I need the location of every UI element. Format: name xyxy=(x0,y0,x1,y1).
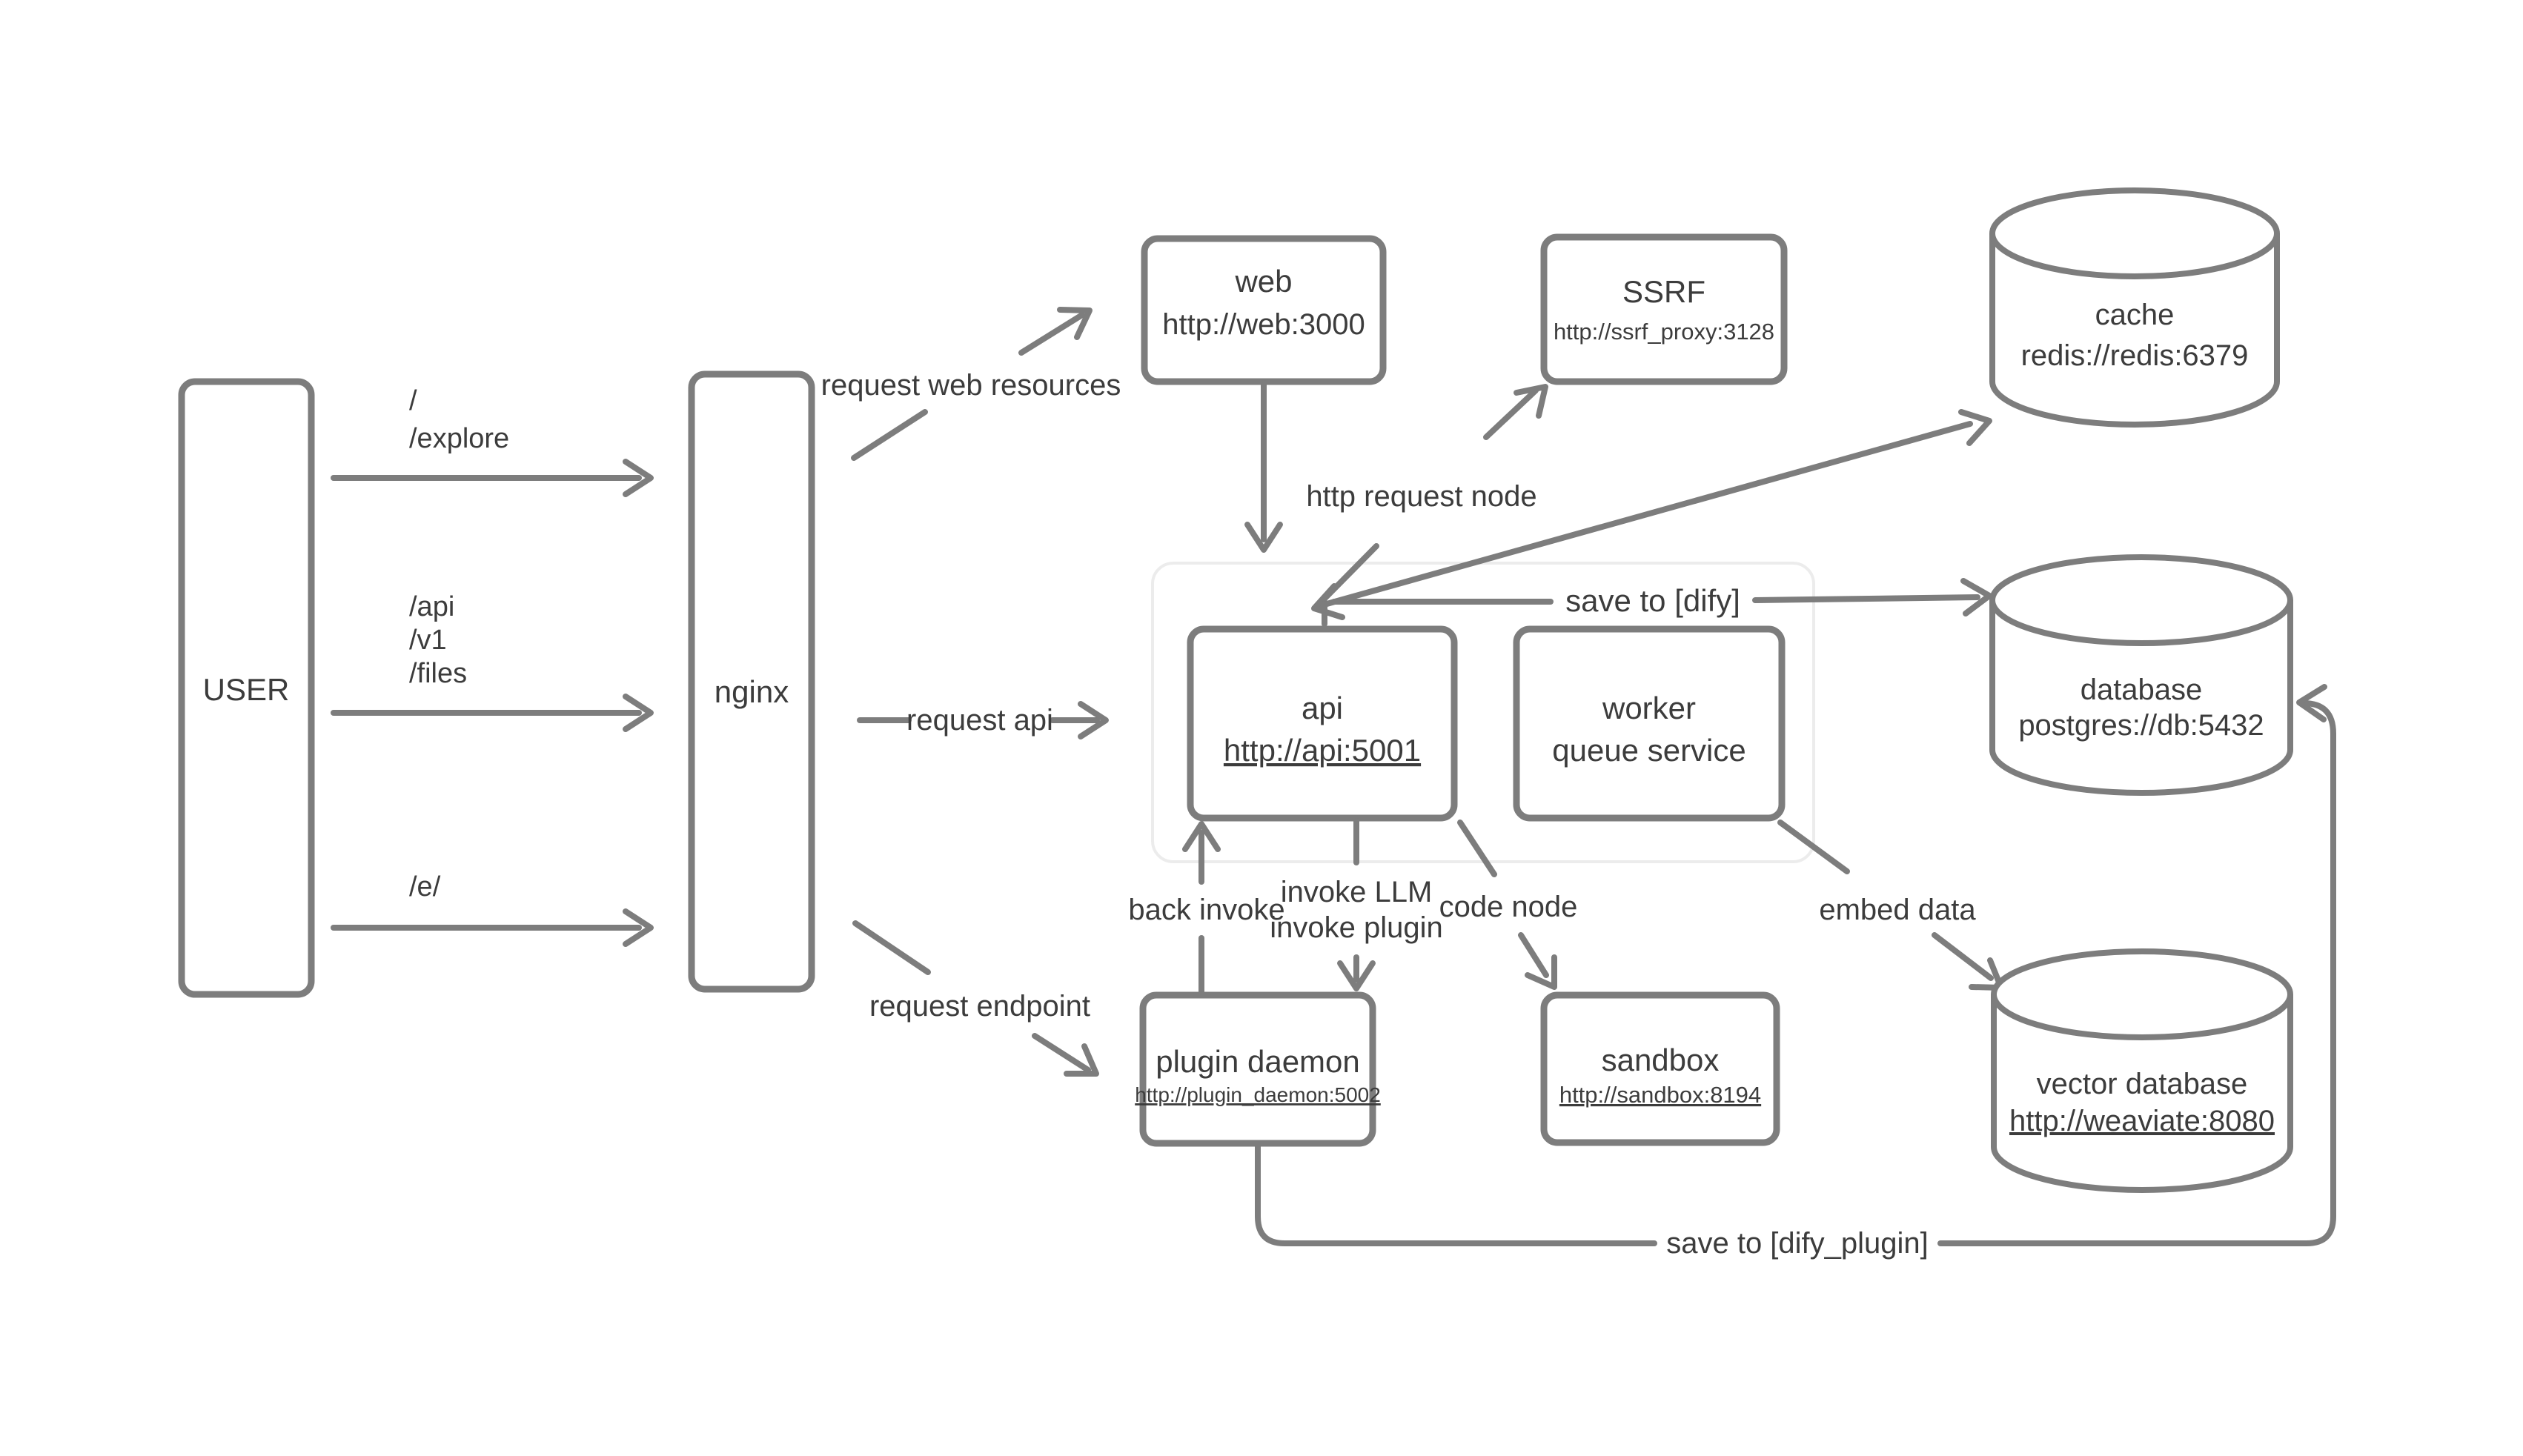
route-root-label: / xyxy=(409,385,417,416)
invoke-llm-label: invoke LLM xyxy=(1280,876,1433,908)
worker-subtitle: queue service xyxy=(1552,733,1746,768)
arrow-api-ssrf xyxy=(1306,387,1545,599)
arrow-user-nginx-e xyxy=(334,871,651,944)
vector-database-url: http://weaviate:8080 xyxy=(2009,1105,2275,1137)
code-node-label: code node xyxy=(1439,891,1578,923)
nginx-label: nginx xyxy=(714,674,789,709)
embed-data-label: embed data xyxy=(1819,894,1976,926)
arrow-nginx-api xyxy=(860,704,1106,737)
vector-database-title: vector database xyxy=(2036,1068,2248,1100)
api-title: api xyxy=(1301,691,1344,725)
ssrf-title: SSRF xyxy=(1622,274,1706,309)
route-v1-label: /v1 xyxy=(409,625,447,656)
back-invoke-label: back invoke xyxy=(1128,894,1285,926)
http-request-node-label: http request node xyxy=(1306,480,1537,513)
database-cylinder xyxy=(1992,557,2290,793)
invoke-plugin-label: invoke plugin xyxy=(1270,911,1443,944)
plugin-daemon-title: plugin daemon xyxy=(1156,1044,1360,1079)
route-files-label: /files xyxy=(409,658,468,689)
request-api-label: request api xyxy=(906,704,1053,737)
sandbox-title: sandbox xyxy=(1601,1043,1720,1077)
arrow-api-plugin-daemon xyxy=(1270,821,1443,988)
plugin-daemon-node xyxy=(1135,995,1381,1143)
api-url: http://api:5001 xyxy=(1223,733,1422,768)
save-to-dify-label: save to [dify] xyxy=(1565,583,1740,618)
ssrf-node xyxy=(1544,237,1784,382)
nginx-node xyxy=(692,374,812,989)
ssrf-box xyxy=(1544,237,1784,382)
arrow-api-sandbox xyxy=(1439,822,1578,987)
arrow-api-database xyxy=(1334,581,1989,618)
arrow-worker-vector-database xyxy=(1780,822,2001,988)
route-api-label: /api xyxy=(409,591,455,622)
ssrf-url: http://ssrf_proxy:3128 xyxy=(1553,319,1775,345)
database-title: database xyxy=(2080,674,2203,706)
worker-title: worker xyxy=(1602,691,1697,725)
arrow-user-nginx-web xyxy=(334,385,651,494)
arrow-web-api xyxy=(1247,383,1280,550)
cache-url: redis://redis:6379 xyxy=(2020,339,2249,372)
user-label: USER xyxy=(202,672,290,707)
worker-node xyxy=(1516,629,1782,818)
route-explore-label: /explore xyxy=(409,423,510,454)
request-endpoint-label: request endpoint xyxy=(869,990,1091,1023)
sandbox-node xyxy=(1544,995,1777,1143)
arrow-nginx-web xyxy=(821,310,1121,458)
cache-cylinder xyxy=(1992,190,2277,425)
arrow-nginx-plugin-daemon xyxy=(855,923,1096,1074)
api-node xyxy=(1190,629,1454,818)
cache-title: cache xyxy=(2095,299,2175,331)
user-node xyxy=(182,382,311,994)
web-title: web xyxy=(1235,264,1293,299)
save-to-dify-plugin-label: save to [dify_plugin] xyxy=(1666,1227,1929,1260)
plugin-daemon-url: http://plugin_daemon:5002 xyxy=(1135,1083,1381,1106)
vector-database-cylinder xyxy=(1994,951,2290,1190)
request-web-resources-label: request web resources xyxy=(820,369,1121,402)
arrow-user-nginx-api xyxy=(334,591,651,729)
database-url: postgres://db:5432 xyxy=(2018,709,2264,742)
route-e-label: /e/ xyxy=(409,871,441,902)
arrow-plugin-daemon-api xyxy=(1128,824,1284,994)
web-url: http://web:3000 xyxy=(1162,308,1365,341)
web-node xyxy=(1144,239,1383,382)
sandbox-url: http://sandbox:8194 xyxy=(1559,1082,1762,1108)
